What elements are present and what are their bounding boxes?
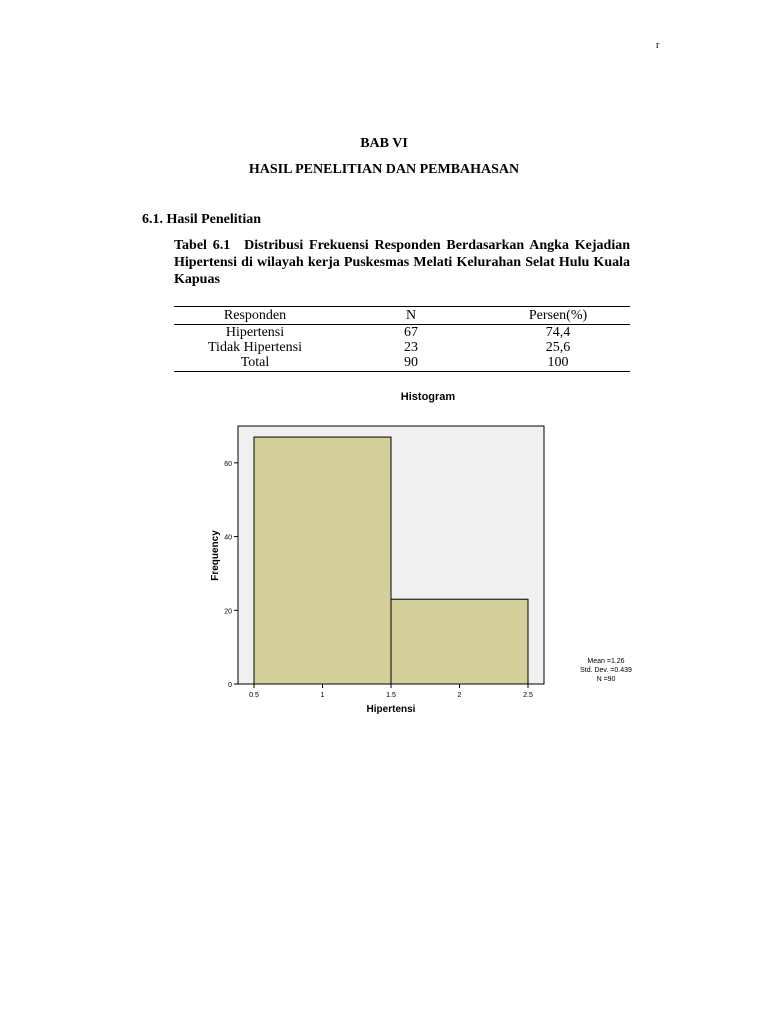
table-cell: 100 — [486, 355, 630, 372]
y-tick-label: 60 — [224, 460, 232, 468]
stats-line: N =90 — [596, 676, 616, 683]
stats-line: Mean =1.26 — [587, 658, 625, 665]
y-tick-label: 40 — [224, 534, 232, 542]
table-cell: 74,4 — [545, 325, 571, 340]
chapter-title: HASIL PENELITIAN DAN PEMBAHASAN — [248, 162, 520, 177]
header-persen: Persen(%) — [486, 307, 630, 325]
header-n: N — [336, 307, 486, 325]
histogram-bar — [254, 437, 391, 684]
table-cell: Hipertensi — [225, 325, 285, 340]
x-tick-label: 2.5 — [523, 692, 533, 699]
table-caption — [174, 237, 630, 288]
y-tick-label: 20 — [224, 608, 232, 616]
y-axis-label: Frequency — [210, 530, 221, 581]
page-mark: r — [656, 40, 660, 51]
table-cell: 90 — [336, 355, 486, 372]
stats-line: Std. Dev. =0.439 — [580, 667, 632, 674]
table-cell: Total — [174, 355, 336, 372]
x-tick-label: 1 — [320, 692, 325, 699]
table-caption-text: Distribusi Frekuensi Responden Berdasarkan Angka Kejadian Hipertensi di wilayah kerja Puskesmas Melati Kelurahan Selat Hulu Kuala Kapuas — [174, 238, 630, 287]
x-tick-label: 1.5 — [386, 692, 396, 699]
chapter-number: BAB VI — [360, 136, 408, 151]
table-row — [174, 325, 630, 341]
x-tick-label: 0.5 — [249, 692, 259, 699]
table-row — [174, 355, 630, 372]
table-header-row — [174, 307, 630, 325]
table-cell: 23 — [404, 340, 418, 355]
table-cell: Tidak Hipertensi — [208, 340, 302, 355]
x-tick-label: 2 — [457, 692, 462, 699]
table-cell: 25,6 — [545, 340, 571, 355]
chart-title: Histogram — [400, 391, 456, 403]
table-cell: 67 — [404, 325, 418, 340]
frequency-table — [174, 306, 630, 372]
histogram-bar — [391, 599, 528, 684]
header-responden: Responden — [174, 307, 336, 325]
x-axis-label: Hipertensi — [366, 704, 416, 715]
table-caption-number: Tabel 6.1 — [174, 238, 231, 253]
histogram-chart — [200, 384, 670, 724]
table-row — [174, 340, 630, 355]
y-tick-label: 0 — [228, 682, 232, 689]
section-title: 6.1. Hasil Penelitian — [142, 212, 261, 227]
